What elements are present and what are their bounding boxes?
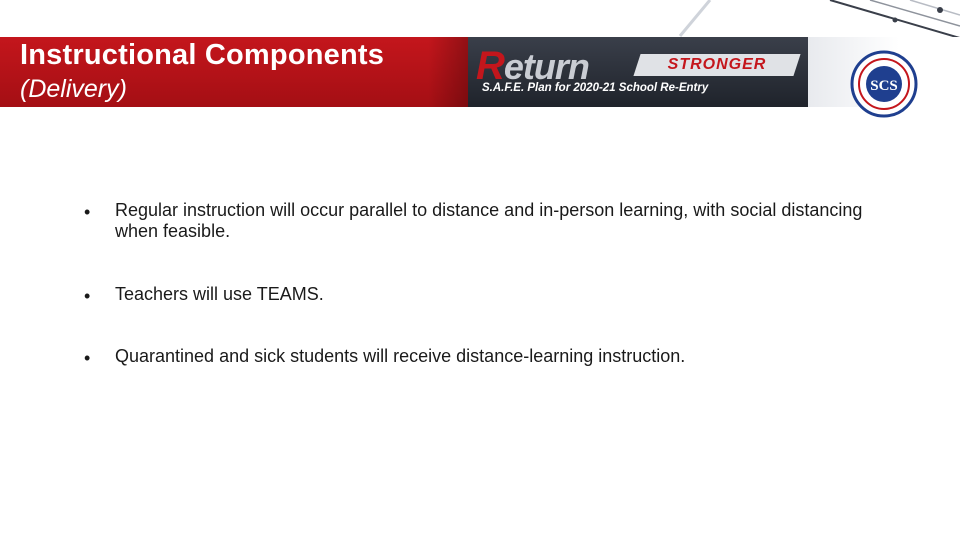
list-item [84,200,875,242]
return-stronger-logo [470,40,806,104]
list-item [84,284,875,305]
logo-stronger-plate [633,54,800,76]
list-item [84,346,875,367]
school-seal-icon [850,50,918,118]
bullet-marker: • [84,286,91,306]
logo-tagline: S.A.F.E. Plan for 2020-21 School Re-Entry [482,82,709,94]
logo-return-initial: R [476,44,504,88]
logo-stronger-word: STRONGER [667,56,767,73]
bullet-marker: • [84,202,91,222]
logo-return-rest: eturn [503,46,589,87]
decorative-lines-icon [640,0,960,40]
bullet-text: Quarantined and sick students will receive distance-learning instruction. [115,346,686,366]
slide-subtitle: (Delivery) [20,75,127,103]
bullet-text: Teachers will use TEAMS. [115,284,324,304]
seal-monogram: SCS [870,78,898,94]
bullet-marker: • [84,348,91,368]
slide-title: Instructional Components [20,39,385,71]
bullet-text: Regular instruction will occur parallel to distance and in-person learning, with social distancing when feasible. [115,200,863,241]
